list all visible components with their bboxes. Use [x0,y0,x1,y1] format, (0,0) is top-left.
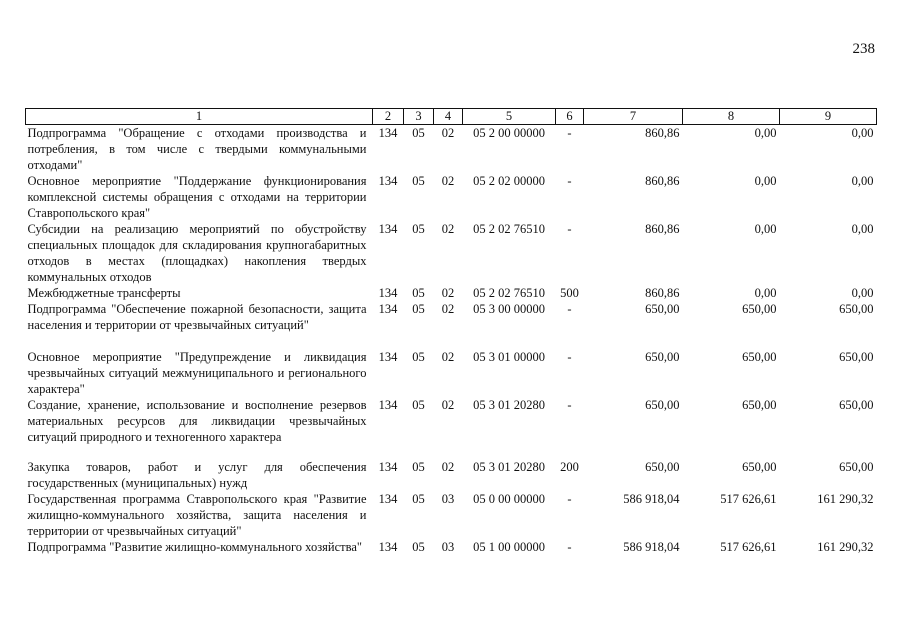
column-header: 6 [556,109,584,125]
row-amount-7: 860,86 [645,174,680,188]
row-amount-8: 650,00 [742,350,777,364]
row-amount-9: 161 290,32 [817,492,874,506]
row-ministry-code: 134 [378,286,398,300]
row-target-code: 05 2 00 00000 [473,126,545,140]
row-amount-9: 650,00 [839,350,874,364]
row-amount-8: 0,00 [754,222,777,236]
row-target-code: 05 1 00 00000 [473,540,545,554]
row-amount-7: 860,86 [645,126,680,140]
row-amount-7: 650,00 [645,398,680,412]
row-ministry-code: 134 [378,350,398,364]
row-ministry-code: 134 [378,492,398,506]
row-target-code: 05 3 00 00000 [473,302,545,316]
row-section: 05 [412,286,425,300]
row-amount-9: 650,00 [839,398,874,412]
row-amount-8: 517 626,61 [720,492,777,506]
row-target-code: 05 2 02 76510 [473,286,545,300]
row-target-code: 05 3 01 20280 [473,460,545,474]
row-section: 05 [412,540,425,554]
row-ministry-code: 134 [378,302,398,316]
row-subsection: 02 [441,126,455,140]
table-row [26,459,877,491]
row-expense-type: - [567,492,572,506]
row-ministry-code: 134 [378,398,398,412]
table-row [26,491,877,539]
row-section: 05 [412,350,425,364]
row-subsection: 02 [441,174,455,188]
row-amount-8: 650,00 [742,460,777,474]
row-section: 05 [412,398,425,412]
row-amount-7: 586 918,04 [623,540,680,554]
table-row [26,397,877,459]
row-name: Межбюджетные трансферты [27,286,181,300]
row-name: Создание, хранение, использование и восполнение резервов материальных ресурсов для ликвидации чрезвычайных ситуаций природного и техногенного характера [27,398,367,444]
table-row [26,285,877,301]
row-subsection: 02 [441,398,455,412]
column-header: 5 [463,109,556,125]
row-amount-9: 650,00 [839,460,874,474]
budget-table [25,108,877,555]
row-amount-9: 0,00 [851,126,874,140]
row-target-code: 05 2 02 76510 [473,222,545,236]
row-section: 05 [412,174,425,188]
row-section: 05 [412,222,425,236]
row-amount-7: 650,00 [645,302,680,316]
table-row [26,349,877,397]
row-subsection: 03 [441,492,455,506]
row-section: 05 [412,492,425,506]
table-row [26,173,877,221]
row-name: Основное мероприятие "Поддержание функционирования комплексной системы обращения с отходами на территории Ставропольского края" [27,174,367,220]
row-ministry-code: 134 [378,222,398,236]
row-amount-8: 0,00 [754,286,777,300]
row-expense-type: - [567,174,572,188]
row-amount-8: 0,00 [754,126,777,140]
row-section: 05 [412,126,425,140]
row-expense-type: - [567,126,572,140]
row-name: Основное мероприятие "Предупреждение и ликвидация чрезвычайных ситуаций межмуниципального и регионального характера" [27,350,367,396]
row-expense-type: - [567,540,572,554]
row-subsection: 02 [441,302,455,316]
row-name: Государственная программа Ставропольского края "Развитие жилищно-коммунального хозяйства, защита населения и территории от чрезвычайных ситуаций" [27,492,367,538]
page-number: 238 [852,41,875,57]
row-amount-9: 161 290,32 [817,540,874,554]
row-ministry-code: 134 [378,540,398,554]
table-row [26,125,877,174]
row-amount-8: 650,00 [742,302,777,316]
row-amount-7: 586 918,04 [623,492,680,506]
row-amount-7: 650,00 [645,350,680,364]
column-header: 2 [373,109,404,125]
row-target-code: 05 3 01 00000 [473,350,545,364]
column-header: 3 [404,109,434,125]
row-ministry-code: 134 [378,126,398,140]
row-amount-8: 650,00 [742,398,777,412]
header-row [26,109,877,125]
column-header: 1 [26,109,373,125]
row-expense-type: - [567,350,572,364]
row-section: 05 [412,302,425,316]
row-name: Закупка товаров, работ и услуг для обеспечения государственных (муниципальных) нужд [27,460,367,490]
row-section: 05 [412,460,425,474]
row-expense-type: 500 [560,286,579,300]
row-amount-9: 0,00 [851,286,874,300]
row-expense-type: - [567,398,572,412]
row-ministry-code: 134 [378,174,398,188]
row-target-code: 05 3 01 20280 [473,398,545,412]
row-name: Подпрограмма "Развитие жилищно-коммунального хозяйства" [27,540,362,554]
row-expense-type: 200 [560,460,579,474]
column-header: 7 [584,109,683,125]
row-name: Субсидии на реализацию мероприятий по обустройству специальных площадок для складирования крупногабаритных отходов в местах (площадках) накопления твердых коммунальных отходов [27,222,367,284]
row-amount-9: 0,00 [851,174,874,188]
table-row [26,221,877,285]
row-amount-7: 860,86 [645,222,680,236]
column-header: 4 [434,109,463,125]
table-row [26,301,877,349]
row-expense-type: - [567,222,572,236]
row-subsection: 03 [441,540,455,554]
row-target-code: 05 2 02 00000 [473,174,545,188]
column-header: 8 [683,109,780,125]
row-expense-type: - [567,302,572,316]
row-amount-7: 650,00 [645,460,680,474]
row-name: Подпрограмма "Обращение с отходами производства и потребления, в том числе с твердыми коммунальными отходами" [27,126,367,172]
row-amount-7: 860,86 [645,286,680,300]
row-amount-9: 650,00 [839,302,874,316]
row-subsection: 02 [441,460,455,474]
row-subsection: 02 [441,350,455,364]
row-name: Подпрограмма "Обеспечение пожарной безопасности, защита населения и территории от чрезвычайных ситуаций" [27,302,367,332]
row-amount-8: 517 626,61 [720,540,777,554]
row-amount-8: 0,00 [754,174,777,188]
row-ministry-code: 134 [378,460,398,474]
row-subsection: 02 [441,286,455,300]
table-row [26,539,877,555]
row-subsection: 02 [441,222,455,236]
row-amount-9: 0,00 [851,222,874,236]
row-target-code: 05 0 00 00000 [473,492,545,506]
column-header: 9 [780,109,877,125]
